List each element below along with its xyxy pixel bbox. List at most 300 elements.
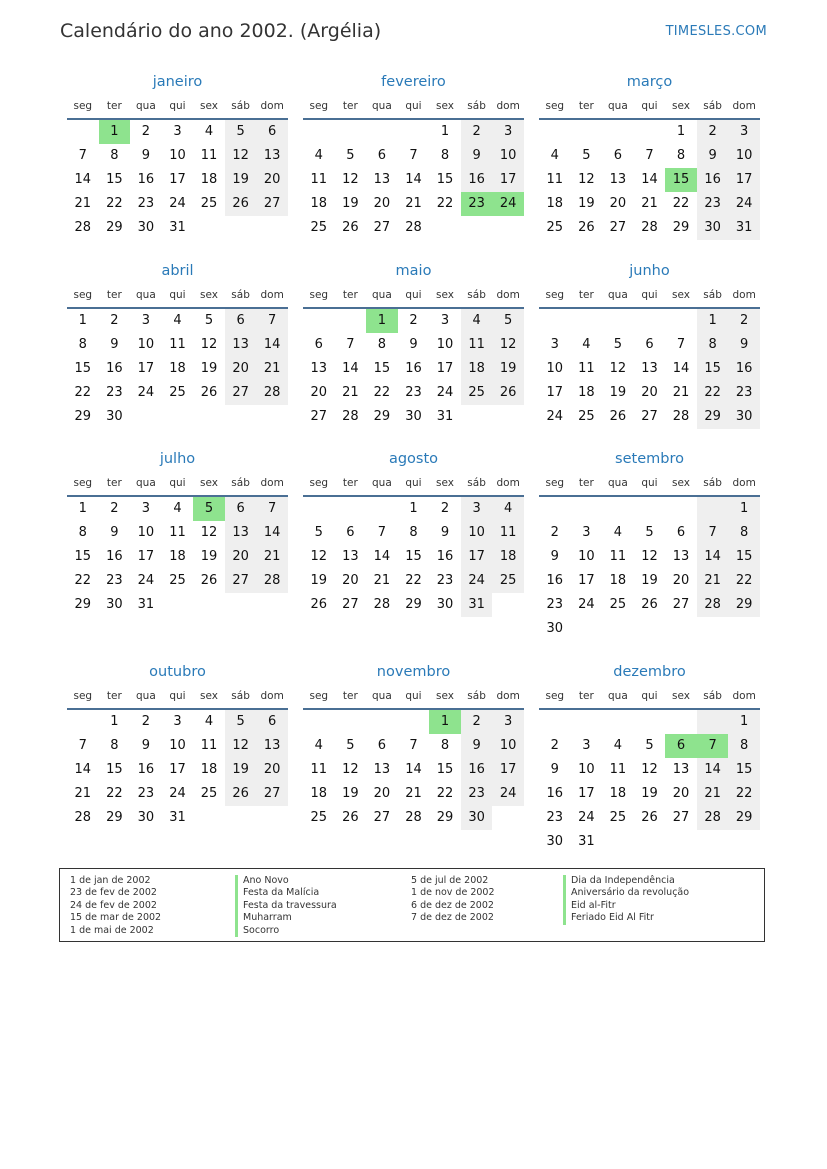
day-cell[interactable]: 2: [110, 313, 119, 328]
day-cell[interactable]: 21: [373, 573, 391, 588]
day-cell[interactable]: 6: [645, 337, 654, 352]
day-cell[interactable]: 4: [550, 148, 559, 163]
day-cell[interactable]: 7: [697, 734, 729, 758]
day-cell[interactable]: 4: [613, 525, 623, 540]
day-cell[interactable]: 17: [137, 361, 155, 376]
day-cell[interactable]: 13: [225, 521, 257, 545]
day-cell[interactable]: 14: [373, 549, 391, 564]
day-cell[interactable]: 21: [405, 196, 422, 211]
day-cell[interactable]: 12: [641, 762, 658, 777]
day-cell[interactable]: 19: [641, 573, 658, 588]
day-cell[interactable]: 2: [440, 501, 450, 516]
day-cell[interactable]: 25: [609, 810, 627, 825]
day-cell[interactable]: 25: [578, 409, 595, 424]
day-cell[interactable]: 4: [314, 738, 323, 753]
day-cell[interactable]: 16: [106, 549, 123, 564]
day-cell[interactable]: 7: [697, 521, 729, 545]
day-cell[interactable]: 16: [137, 762, 155, 777]
day-cell[interactable]: 9: [461, 734, 493, 758]
day-cell[interactable]: 15: [436, 762, 454, 777]
day-cell[interactable]: 1: [697, 309, 729, 333]
day-cell[interactable]: 15: [106, 172, 123, 187]
day-cell[interactable]: 13: [256, 144, 288, 168]
day-cell[interactable]: 24: [461, 569, 493, 593]
day-cell[interactable]: 5: [346, 148, 355, 163]
day-cell[interactable]: 8: [110, 738, 119, 753]
day-cell[interactable]: 31: [137, 597, 155, 612]
day-cell[interactable]: 18: [200, 172, 218, 187]
day-cell[interactable]: 12: [342, 172, 359, 187]
day-cell[interactable]: 17: [578, 573, 595, 588]
day-cell[interactable]: 30: [728, 405, 760, 429]
day-cell[interactable]: 10: [137, 525, 155, 540]
day-cell[interactable]: 29: [106, 810, 123, 825]
day-cell[interactable]: 7: [78, 738, 87, 753]
day-cell[interactable]: 19: [342, 786, 359, 801]
day-cell[interactable]: 7: [645, 148, 654, 163]
day-cell[interactable]: 19: [609, 385, 627, 400]
day-cell[interactable]: 8: [440, 148, 450, 163]
day-cell[interactable]: 5: [492, 309, 524, 333]
day-cell[interactable]: 12: [578, 172, 595, 187]
day-cell[interactable]: 2: [409, 313, 418, 328]
day-cell[interactable]: 29: [728, 593, 760, 617]
day-cell[interactable]: 13: [609, 172, 627, 187]
day-cell[interactable]: 26: [225, 192, 257, 216]
day-cell[interactable]: 26: [310, 597, 328, 612]
day-cell[interactable]: 6: [225, 497, 257, 521]
day-cell[interactable]: 30: [106, 409, 123, 424]
day-cell[interactable]: 5: [314, 525, 323, 540]
day-cell[interactable]: 19: [225, 758, 257, 782]
day-cell[interactable]: 17: [546, 385, 564, 400]
day-cell[interactable]: 1: [728, 710, 760, 734]
day-cell[interactable]: 15: [405, 549, 422, 564]
day-cell[interactable]: 24: [436, 385, 454, 400]
day-cell[interactable]: 24: [578, 597, 595, 612]
day-cell[interactable]: 30: [405, 409, 422, 424]
day-cell[interactable]: 2: [110, 501, 119, 516]
day-cell[interactable]: 6: [613, 148, 623, 163]
day-cell[interactable]: 19: [225, 168, 257, 192]
day-cell[interactable]: 27: [373, 220, 391, 235]
day-cell[interactable]: 8: [409, 525, 418, 540]
day-cell[interactable]: 23: [546, 597, 564, 612]
day-cell[interactable]: 29: [672, 220, 690, 235]
day-cell[interactable]: 25: [310, 810, 328, 825]
day-cell[interactable]: 8: [697, 333, 729, 357]
day-cell[interactable]: 14: [641, 172, 658, 187]
day-cell[interactable]: 10: [578, 549, 595, 564]
day-cell[interactable]: 4: [461, 309, 493, 333]
day-cell[interactable]: 29: [436, 810, 454, 825]
day-cell[interactable]: 21: [256, 545, 288, 569]
day-cell[interactable]: 15: [728, 545, 760, 569]
day-cell[interactable]: 15: [74, 361, 92, 376]
day-cell[interactable]: 16: [436, 549, 454, 564]
day-cell[interactable]: 21: [672, 385, 690, 400]
day-cell[interactable]: 28: [256, 569, 288, 593]
day-cell[interactable]: 13: [373, 172, 391, 187]
day-cell[interactable]: 3: [141, 313, 151, 328]
day-cell[interactable]: 24: [492, 192, 524, 216]
day-cell[interactable]: 3: [173, 124, 182, 139]
day-cell[interactable]: 9: [550, 549, 559, 564]
day-cell[interactable]: 14: [405, 762, 422, 777]
day-cell[interactable]: 10: [461, 521, 493, 545]
day-cell[interactable]: 9: [550, 762, 559, 777]
day-cell[interactable]: 7: [256, 497, 288, 521]
day-cell[interactable]: 8: [78, 337, 87, 352]
day-cell[interactable]: 10: [578, 762, 595, 777]
day-cell[interactable]: 18: [578, 385, 595, 400]
day-cell[interactable]: 16: [546, 786, 564, 801]
day-cell[interactable]: 18: [492, 545, 524, 569]
day-cell[interactable]: 24: [492, 782, 524, 806]
day-cell[interactable]: 2: [550, 525, 559, 540]
day-cell[interactable]: 4: [613, 738, 623, 753]
day-cell[interactable]: 22: [74, 573, 92, 588]
day-cell[interactable]: 12: [225, 144, 257, 168]
day-cell[interactable]: 27: [342, 597, 359, 612]
day-cell[interactable]: 14: [697, 545, 729, 569]
day-cell[interactable]: 5: [346, 738, 355, 753]
day-cell[interactable]: 8: [377, 337, 387, 352]
day-cell[interactable]: 1: [728, 497, 760, 521]
day-cell[interactable]: 16: [546, 573, 564, 588]
day-cell[interactable]: 4: [314, 148, 323, 163]
day-cell[interactable]: 26: [225, 782, 257, 806]
day-cell[interactable]: 28: [373, 597, 391, 612]
day-cell[interactable]: 5: [193, 497, 225, 521]
day-cell[interactable]: 23: [405, 385, 422, 400]
day-cell[interactable]: 14: [405, 172, 422, 187]
day-cell[interactable]: 28: [697, 593, 729, 617]
day-cell[interactable]: 27: [256, 782, 288, 806]
day-cell[interactable]: 3: [492, 710, 524, 734]
day-cell[interactable]: 22: [697, 381, 729, 405]
day-cell[interactable]: 2: [550, 738, 559, 753]
day-cell[interactable]: 2: [461, 120, 493, 144]
day-cell[interactable]: 7: [377, 525, 387, 540]
day-cell[interactable]: 15: [436, 172, 454, 187]
day-cell[interactable]: 11: [310, 762, 328, 777]
day-cell[interactable]: 7: [676, 337, 686, 352]
day-cell[interactable]: 3: [550, 337, 559, 352]
day-cell[interactable]: 31: [436, 409, 454, 424]
day-cell[interactable]: 21: [697, 782, 729, 806]
day-cell[interactable]: 6: [225, 309, 257, 333]
day-cell[interactable]: 12: [609, 361, 627, 376]
day-cell[interactable]: 16: [405, 361, 422, 376]
day-cell[interactable]: 21: [641, 196, 658, 211]
day-cell[interactable]: 3: [141, 501, 151, 516]
day-cell[interactable]: 30: [546, 834, 564, 849]
day-cell[interactable]: 7: [256, 309, 288, 333]
day-cell[interactable]: 10: [436, 337, 454, 352]
day-cell[interactable]: 11: [609, 549, 627, 564]
day-cell[interactable]: 24: [169, 786, 186, 801]
day-cell[interactable]: 18: [169, 361, 186, 376]
day-cell[interactable]: 8: [728, 734, 760, 758]
day-cell[interactable]: 11: [200, 738, 218, 753]
day-cell[interactable]: 14: [74, 762, 92, 777]
day-cell[interactable]: 17: [728, 168, 760, 192]
day-cell[interactable]: 17: [492, 168, 524, 192]
day-cell[interactable]: 11: [461, 333, 493, 357]
day-cell[interactable]: 23: [436, 573, 454, 588]
day-cell[interactable]: 28: [342, 409, 359, 424]
day-cell[interactable]: 17: [578, 786, 595, 801]
day-cell[interactable]: 10: [137, 337, 155, 352]
day-cell[interactable]: 2: [141, 714, 151, 729]
day-cell[interactable]: 4: [204, 714, 214, 729]
day-cell[interactable]: 20: [256, 168, 288, 192]
day-cell[interactable]: 30: [546, 621, 564, 636]
day-cell[interactable]: 28: [256, 381, 288, 405]
day-cell[interactable]: 19: [492, 357, 524, 381]
day-cell[interactable]: 18: [461, 357, 493, 381]
day-cell[interactable]: 29: [74, 409, 92, 424]
day-cell[interactable]: 28: [697, 806, 729, 830]
day-cell[interactable]: 8: [728, 521, 760, 545]
day-cell[interactable]: 17: [169, 762, 186, 777]
day-cell[interactable]: 26: [200, 573, 218, 588]
day-cell[interactable]: 30: [137, 220, 155, 235]
day-cell[interactable]: 1: [78, 313, 87, 328]
day-cell[interactable]: 15: [665, 168, 697, 192]
day-cell[interactable]: 4: [173, 501, 182, 516]
day-cell[interactable]: 1: [110, 714, 119, 729]
day-cell[interactable]: 4: [204, 124, 214, 139]
day-cell[interactable]: 20: [373, 786, 391, 801]
day-cell[interactable]: 18: [310, 786, 328, 801]
day-cell[interactable]: 19: [200, 549, 218, 564]
day-cell[interactable]: 9: [440, 525, 450, 540]
day-cell[interactable]: 16: [137, 172, 155, 187]
day-cell[interactable]: 17: [436, 361, 454, 376]
day-cell[interactable]: 20: [342, 573, 359, 588]
day-cell[interactable]: 24: [546, 409, 564, 424]
day-cell[interactable]: 15: [106, 762, 123, 777]
day-cell[interactable]: 18: [546, 196, 564, 211]
day-cell[interactable]: 11: [169, 337, 186, 352]
day-cell[interactable]: 24: [137, 573, 155, 588]
day-cell[interactable]: 22: [373, 385, 391, 400]
day-cell[interactable]: 22: [728, 782, 760, 806]
day-cell[interactable]: 18: [609, 786, 627, 801]
day-cell[interactable]: 13: [672, 762, 690, 777]
day-cell[interactable]: 1: [429, 710, 461, 734]
day-cell[interactable]: 15: [697, 357, 729, 381]
day-cell[interactable]: 10: [169, 738, 186, 753]
day-cell[interactable]: 5: [225, 120, 257, 144]
day-cell[interactable]: 3: [582, 525, 591, 540]
day-cell[interactable]: 30: [137, 810, 155, 825]
day-cell[interactable]: 8: [676, 148, 686, 163]
day-cell[interactable]: 27: [225, 569, 257, 593]
day-cell[interactable]: 12: [225, 734, 257, 758]
day-cell[interactable]: 8: [440, 738, 450, 753]
day-cell[interactable]: 19: [578, 196, 595, 211]
day-cell[interactable]: 31: [728, 216, 760, 240]
day-cell[interactable]: 30: [106, 597, 123, 612]
day-cell[interactable]: 26: [342, 810, 359, 825]
day-cell[interactable]: 26: [578, 220, 595, 235]
day-cell[interactable]: 29: [697, 405, 729, 429]
day-cell[interactable]: 25: [310, 220, 328, 235]
day-cell[interactable]: 29: [74, 597, 92, 612]
day-cell[interactable]: 20: [310, 385, 328, 400]
day-cell[interactable]: 23: [106, 573, 123, 588]
day-cell[interactable]: 9: [409, 337, 418, 352]
day-cell[interactable]: 7: [409, 738, 418, 753]
day-cell[interactable]: 4: [173, 313, 182, 328]
day-cell[interactable]: 6: [377, 738, 387, 753]
day-cell[interactable]: 31: [461, 593, 493, 617]
day-cell[interactable]: 1: [366, 309, 398, 333]
day-cell[interactable]: 28: [405, 220, 422, 235]
day-cell[interactable]: 21: [405, 786, 422, 801]
day-cell[interactable]: 22: [106, 196, 123, 211]
day-cell[interactable]: 23: [106, 385, 123, 400]
day-cell[interactable]: 17: [137, 549, 155, 564]
day-cell[interactable]: 24: [169, 196, 186, 211]
day-cell[interactable]: 11: [310, 172, 328, 187]
day-cell[interactable]: 20: [609, 196, 627, 211]
day-cell[interactable]: 26: [609, 409, 627, 424]
day-cell[interactable]: 26: [641, 597, 658, 612]
day-cell[interactable]: 3: [728, 120, 760, 144]
day-cell[interactable]: 15: [74, 549, 92, 564]
day-cell[interactable]: 3: [461, 497, 493, 521]
day-cell[interactable]: 22: [672, 196, 690, 211]
day-cell[interactable]: 20: [256, 758, 288, 782]
day-cell[interactable]: 22: [106, 786, 123, 801]
day-cell[interactable]: 9: [110, 525, 119, 540]
day-cell[interactable]: 6: [314, 337, 323, 352]
day-cell[interactable]: 8: [78, 525, 87, 540]
day-cell[interactable]: 25: [200, 786, 218, 801]
day-cell[interactable]: 20: [373, 196, 391, 211]
day-cell[interactable]: 12: [200, 337, 218, 352]
day-cell[interactable]: 1: [99, 120, 131, 144]
day-cell[interactable]: 13: [310, 361, 328, 376]
day-cell[interactable]: 19: [310, 573, 328, 588]
day-cell[interactable]: 30: [461, 806, 493, 830]
day-cell[interactable]: 9: [728, 333, 760, 357]
day-cell[interactable]: 23: [137, 196, 155, 211]
day-cell[interactable]: 29: [373, 409, 391, 424]
day-cell[interactable]: 14: [256, 521, 288, 545]
day-cell[interactable]: 16: [728, 357, 760, 381]
day-cell[interactable]: 22: [728, 569, 760, 593]
day-cell[interactable]: 11: [578, 361, 595, 376]
day-cell[interactable]: 25: [609, 597, 627, 612]
day-cell[interactable]: 11: [546, 172, 564, 187]
day-cell[interactable]: 21: [74, 196, 92, 211]
day-cell[interactable]: 13: [641, 361, 658, 376]
day-cell[interactable]: 19: [200, 361, 218, 376]
day-cell[interactable]: 1: [78, 501, 87, 516]
day-cell[interactable]: 24: [728, 192, 760, 216]
day-cell[interactable]: 5: [204, 313, 214, 328]
day-cell[interactable]: 20: [641, 385, 658, 400]
day-cell[interactable]: 6: [665, 734, 697, 758]
day-cell[interactable]: 15: [728, 758, 760, 782]
day-cell[interactable]: 25: [461, 381, 493, 405]
day-cell[interactable]: 18: [310, 196, 328, 211]
day-cell[interactable]: 2: [697, 120, 729, 144]
day-cell[interactable]: 27: [310, 409, 328, 424]
day-cell[interactable]: 31: [169, 810, 186, 825]
day-cell[interactable]: 11: [492, 521, 524, 545]
day-cell[interactable]: 25: [546, 220, 564, 235]
day-cell[interactable]: 12: [641, 549, 658, 564]
day-cell[interactable]: 10: [728, 144, 760, 168]
day-cell[interactable]: 20: [225, 545, 257, 569]
day-cell[interactable]: 2: [141, 124, 151, 139]
day-cell[interactable]: 3: [582, 738, 591, 753]
day-cell[interactable]: 14: [256, 333, 288, 357]
day-cell[interactable]: 25: [169, 573, 186, 588]
day-cell[interactable]: 30: [436, 597, 454, 612]
day-cell[interactable]: 9: [141, 148, 151, 163]
day-cell[interactable]: 30: [697, 216, 729, 240]
day-cell[interactable]: 20: [672, 786, 690, 801]
day-cell[interactable]: 21: [74, 786, 92, 801]
day-cell[interactable]: 17: [169, 172, 186, 187]
day-cell[interactable]: 14: [672, 361, 690, 376]
day-cell[interactable]: 16: [461, 758, 493, 782]
day-cell[interactable]: 10: [492, 144, 524, 168]
day-cell[interactable]: 10: [492, 734, 524, 758]
day-cell[interactable]: 12: [342, 762, 359, 777]
day-cell[interactable]: 22: [436, 196, 454, 211]
day-cell[interactable]: 12: [200, 525, 218, 540]
day-cell[interactable]: 19: [641, 786, 658, 801]
day-cell[interactable]: 1: [440, 124, 450, 139]
day-cell[interactable]: 6: [256, 710, 288, 734]
day-cell[interactable]: 12: [310, 549, 328, 564]
day-cell[interactable]: 5: [225, 710, 257, 734]
day-cell[interactable]: 13: [342, 549, 359, 564]
day-cell[interactable]: 12: [492, 333, 524, 357]
day-cell[interactable]: 23: [546, 810, 564, 825]
day-cell[interactable]: 5: [582, 148, 591, 163]
day-cell[interactable]: 29: [728, 806, 760, 830]
day-cell[interactable]: 22: [436, 786, 454, 801]
day-cell[interactable]: 11: [609, 762, 627, 777]
day-cell[interactable]: 25: [169, 385, 186, 400]
day-cell[interactable]: 25: [492, 569, 524, 593]
day-cell[interactable]: 13: [256, 734, 288, 758]
day-cell[interactable]: 8: [110, 148, 119, 163]
day-cell[interactable]: 22: [74, 385, 92, 400]
day-cell[interactable]: 23: [461, 782, 493, 806]
day-cell[interactable]: 13: [225, 333, 257, 357]
day-cell[interactable]: 21: [256, 357, 288, 381]
day-cell[interactable]: 5: [613, 337, 623, 352]
day-cell[interactable]: 29: [405, 597, 422, 612]
day-cell[interactable]: 11: [200, 148, 218, 163]
day-cell[interactable]: 2: [461, 710, 493, 734]
day-cell[interactable]: 26: [641, 810, 658, 825]
day-cell[interactable]: 11: [169, 525, 186, 540]
day-cell[interactable]: 7: [346, 337, 355, 352]
day-cell[interactable]: 27: [256, 192, 288, 216]
day-cell[interactable]: 6: [377, 148, 387, 163]
